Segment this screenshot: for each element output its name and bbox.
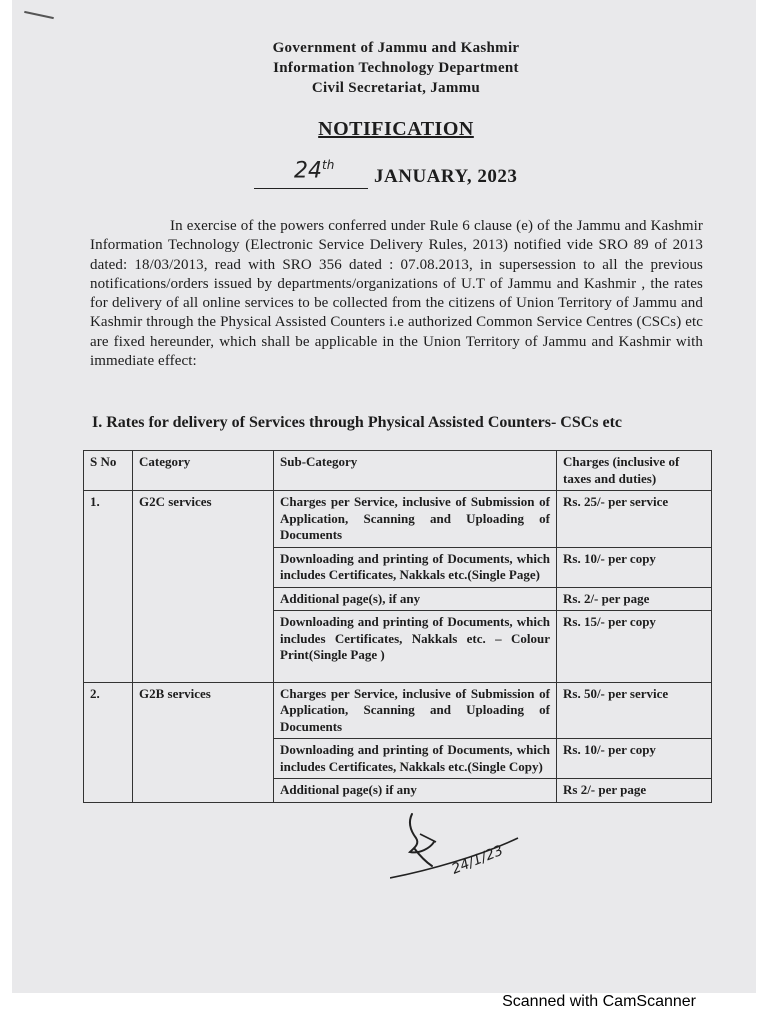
notification-date (254, 158, 554, 194)
header-charges: Charges (inclusive of taxes and duties) (557, 451, 712, 491)
row-subcategory: Additional page(s) if any (274, 779, 557, 803)
letterhead-address: Civil Secretariat, Jammu (311, 80, 481, 96)
notification-body: In exercise of the powers conferred under Rule 6 clause (e) of the Jammu and Kashmir Information Technology (Electronic Service Delivery Rules, 2013) notified vide SRO 89 of 2013 dated: 18/03/2013, read with SRO 356 dated : 07.08.2013, in supersession to all the previous notifications/orders issued by departments/organizations of U.T of Jammu and Kashmir , the rates for delivery of all online services to be collected from the citizens of Union Territory of Jammu and Kashmir through the Physical Assisted Counters i.e authorized Common Service Centres (CSCs) etc are fixed hereunder, which shall be applicable in the Union Territory of Jammu and Kashmir with immediate effect: (90, 218, 703, 370)
row-subcategory: Downloading and printing of Documents, which includes Certificates, Nakkals etc.(Single Page) (274, 547, 557, 587)
row-subcategory: Additional page(s), if any (274, 587, 557, 611)
row-charge: Rs. 2/- per page (557, 587, 712, 611)
row-charge: Rs. 50/- per service (557, 682, 712, 739)
row-category: G2B services (133, 682, 274, 802)
header-subcategory: Sub-Category (274, 451, 557, 491)
handwritten-day: 24th (294, 158, 335, 184)
section-heading: I. Rates for delivery of Services through Physical Assisted Counters- CSCs etc (92, 414, 623, 431)
handwritten-signature (390, 808, 530, 888)
rates-table (83, 450, 712, 803)
row-sno: 1. (84, 491, 133, 683)
date-month-year: JANUARY, 2023 (374, 166, 518, 187)
header-sno: S No (84, 451, 133, 491)
row-charge: Rs 2/- per page (557, 779, 712, 803)
letterhead-department: Information Technology Department (273, 60, 519, 76)
row-category: G2C services (133, 491, 274, 683)
row-subcategory: Charges per Service, inclusive of Submission of Application, Scanning and Uploading of Documents (274, 491, 557, 548)
table-row (84, 491, 712, 548)
header-category: Category (133, 451, 274, 491)
letterhead-government: Government of Jammu and Kashmir (272, 40, 520, 56)
camscanner-watermark: Scanned with CamScanner (502, 993, 696, 1010)
signature-date: 24/1/23 (449, 842, 506, 878)
notification-title: NOTIFICATION (318, 118, 474, 140)
table-header-row (84, 451, 712, 491)
row-subcategory: Charges per Service, inclusive of Submission of Application, Scanning and Uploading of Documents (274, 682, 557, 739)
letterhead (0, 38, 768, 98)
row-sno: 2. (84, 682, 133, 802)
row-charge: Rs. 25/- per service (557, 491, 712, 548)
row-charge: Rs. 15/- per copy (557, 611, 712, 683)
row-charge: Rs. 10/- per copy (557, 547, 712, 587)
row-subcategory: Downloading and printing of Documents, which includes Certificates, Nakkals etc.(Single Copy) (274, 739, 557, 779)
row-subcategory: Downloading and printing of Documents, which includes Certificates, Nakkals etc. – Colour Print(Single Page ) (274, 611, 557, 683)
row-charge: Rs. 10/- per copy (557, 739, 712, 779)
table-row (84, 682, 712, 739)
notification-title-wrap (0, 118, 768, 141)
